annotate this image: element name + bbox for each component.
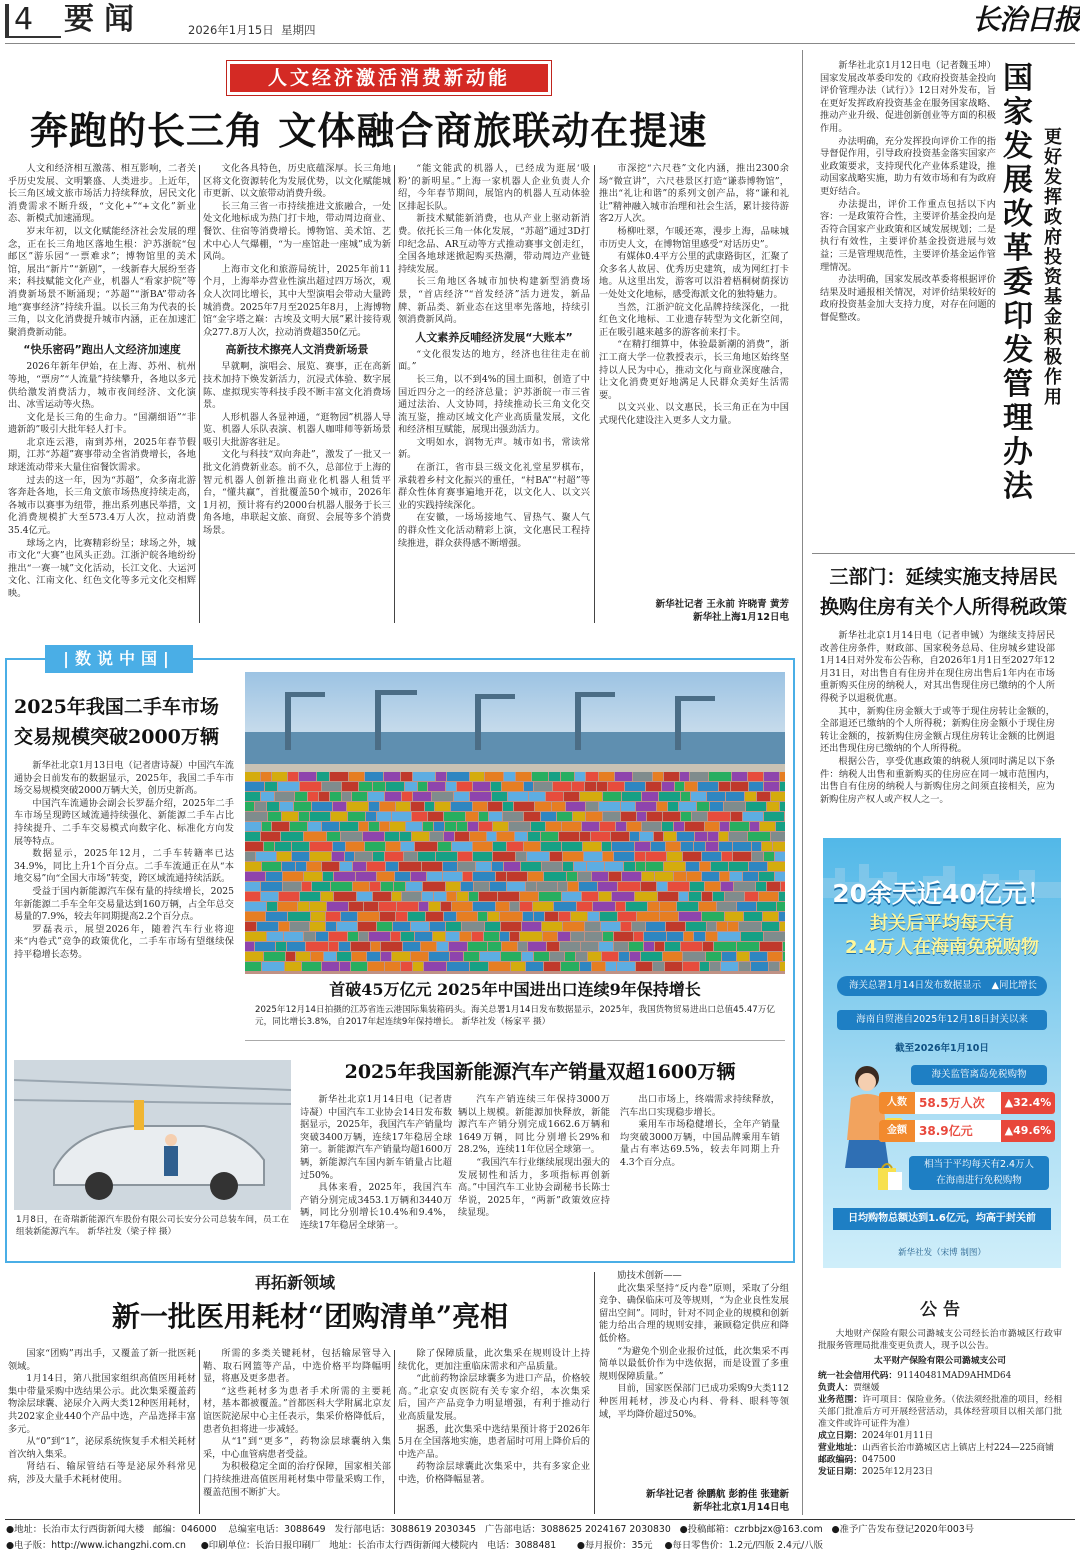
main-headline: 奔跑的长三角 文体融合商旅联动在提速 bbox=[30, 108, 708, 153]
headline-line-1: 三部门：延续实施支持居民 bbox=[829, 566, 1058, 588]
paragraph: 汽车产销连续三年保持3000万辆以上规模。新能源加快释放，新能源汽车产销分别完成1662.6万辆和1649万辆，同比分别增长29%和28.2%，连续11年位居全球第一。 bbox=[458, 1094, 610, 1156]
notice-text: 大地财产保险有限公司潞城支公司经长治市潞城区行政审批服务管理局批准变更负责人，现予以公告。 bbox=[818, 1329, 1062, 1351]
tag-right-bar: | bbox=[163, 649, 175, 668]
car-factory-photo bbox=[14, 1060, 291, 1210]
right-mid-article bbox=[820, 630, 1055, 810]
paragraph: 文化与科技“双向奔赴”，激发了一批又一批文化消费新业态。前不久，总部位于上海的智元机器人创新推出商业化机器人租赁平台，“懂共赢”，首批覆盖50个城市，2026年1月初，预计将有约2000台机器人服务于长三角各地，串联起文旅、商贸、会展等多个消费场景。 bbox=[203, 449, 391, 537]
paragraph: “此前药物涂层球囊多为进口产品，价格较高。”北京安贞医院有关专家介绍，本次集采后，国产产品竞争力明显增强，有利于推动行业高质量发展。 bbox=[398, 1373, 590, 1422]
nev-col-2 bbox=[458, 1094, 610, 1249]
paragraph: 上海市文化和旅游局统计，2025年前11个月，上海举办营业性演出超过四万场次，观众人次同比增长，其中大型演唱会带动大量跨城消费。2025年7月至2025年8月，上海博物馆“金字塔之巅：古埃及文明大展”累计接待观众277.8万人次，拉动消费超350亿元。 bbox=[203, 263, 391, 338]
stat-row-amount bbox=[879, 1120, 1055, 1142]
paragraph: 1月14日，第八批国家组织高值医用耗材集中带量采购中选结果公示。此次集采覆盖药物涂层球囊、泌尿介入两大类12种医用耗材，共202家企业440个产品中选，产品选择丰富多元。 bbox=[8, 1373, 196, 1435]
paragraph: “在精打细算中，体验最新潮的消费”，浙江工商大学一位教授表示，长三角地区始终坚持以人民为中心，推动文化与商业深度融合，让文化消费更好地满足人民群众美好生活需要。 bbox=[599, 339, 789, 401]
right-top-headline: 国家发展改革委印发管理办法 bbox=[1003, 61, 1033, 504]
byline-dateline: 新华社北京1月14日电 bbox=[693, 1502, 789, 1513]
footer-postcode: 邮编：046000 bbox=[153, 1524, 217, 1535]
paragraph: 当然，江浙沪皖文化品牌持续深化，一批红色文化地标、工业遗存转型为文化新空间，正在吸引越来越多的游客前来打卡。 bbox=[599, 301, 789, 338]
notice-field-key: 统一社会信用代码： bbox=[818, 1371, 898, 1381]
stat-label-people: 人数 bbox=[879, 1092, 915, 1114]
notice-field-key: 发证日期： bbox=[818, 1467, 862, 1477]
footer-ads-phone: 广告部电话：3088625 2024167 2030830 bbox=[484, 1524, 671, 1535]
footer-distribution-phone: 发行部电话：3088619 2030345 bbox=[334, 1524, 476, 1535]
car-factory-photo-art bbox=[14, 1060, 291, 1210]
banner-inner bbox=[230, 64, 548, 92]
paragraph: 国家“团购”再出手，又覆盖了新一批医耗领域。 bbox=[8, 1348, 196, 1372]
medical-byline bbox=[599, 1488, 789, 1514]
byline-dateline: 新华社上海1月12日电 bbox=[693, 612, 789, 623]
notice-title: 公 告 bbox=[920, 1300, 960, 1320]
column-divider bbox=[394, 1350, 395, 1514]
notice-field-key: 邮政编码： bbox=[818, 1455, 862, 1465]
subheading: “快乐密码”跑出人文经济加速度 bbox=[23, 343, 181, 357]
notice-company: 太平财产保险有限公司潞城支公司 bbox=[874, 1356, 1006, 1366]
growth-legend bbox=[992, 976, 1037, 996]
right-top-subhead: 更好发挥政府投资基金积极作用 bbox=[1044, 127, 1062, 408]
paragraph: 为积极稳定全面的治疗保障，国家相关部门持续推进高值医用耗材集中带量采购工作，覆盖范围不断扩大。 bbox=[203, 1461, 391, 1498]
footer-printer-phone: 电话：3088481 bbox=[486, 1540, 557, 1551]
notice-field bbox=[818, 1430, 1062, 1442]
infographic-title: 20余天近40亿元！ bbox=[832, 879, 1052, 908]
paragraph: 出口市场上，终端需求持续释放，汽车出口实现稳步增长。 bbox=[620, 1094, 780, 1118]
data-china-tag bbox=[45, 645, 193, 673]
paragraph: 新技术赋能新消费，也从产业上驱动新消费。依托长三角一体化发展，“苏超”通过3D打印纪念品、AR互动等方式推动赛事文创走红，全国各地球迷掀起购买热潮，带动周边产业链持续发展。 bbox=[398, 213, 590, 275]
column-divider bbox=[594, 1272, 595, 1514]
footer-monthly-price: ●每月报价：35元 bbox=[576, 1540, 653, 1551]
notice-field bbox=[818, 1394, 1062, 1430]
port-photo-note: 2025年12月14日拍摄的江苏省连云港国际集装箱码头。海关总署1月14日发布数据显示，2025年，我国货物贸易进出口总值45.47万亿元，同比增长3.8%，自2017年起连续9年保持增长。 新华社发（杨家平 摄） bbox=[255, 1005, 775, 1027]
port-photo-title: 首破45万亿元 2025年中国进出口连续9年保持增长 bbox=[329, 980, 701, 999]
notice-field bbox=[818, 1370, 1062, 1382]
paragraph: 办法明确，充分发挥投向评价工作的指导督促作用，引导政府投资基金落实国家产业政策要求，支持现代化产业体系建设，推动国家战略实施，助力有效市场和有为政府更好结合。 bbox=[820, 135, 996, 197]
paragraph: 在安徽，一场场接地气、冒热气、聚人气的群众性文化活动精彩上演，文化惠民工程持续推进，群众获得感不断增强。 bbox=[398, 512, 590, 549]
paragraph: 从“0”到“1”，泌尿系统恢复手术相关耗材首次纳入集采。 bbox=[8, 1436, 196, 1460]
paragraph: 长三角三省一市持续推进文旅融合，一处处文化地标成为热门打卡地，带动周边商业、餐饮、住宿等消费增长。博物馆、美术馆、艺术中心人气爆棚，“为一座馆赴一座城”成为新风尚。 bbox=[203, 200, 391, 263]
footer-editorial-phone: 总编室电话：3088649 bbox=[228, 1524, 326, 1535]
notice-field-value: 许可项目：保险业务。（依法须经批准的项目，经相关部门批准后方可开展经营活动，具体经营项目以相关部门批准文件或许可证件为准） bbox=[818, 1395, 1062, 1429]
car-photo-caption: 1月8日，在奇瑞新能源汽车股份有限公司长安分公司总装车间，员工在组装新能源汽车。 新华社发（梁子梓 摄） bbox=[16, 1215, 289, 1237]
stat-pct-amount bbox=[1001, 1120, 1055, 1142]
banner-text: 人文经济激活消费新动能 bbox=[267, 67, 510, 89]
column-divider bbox=[802, 50, 803, 1515]
stat-value-people: 58.5万人次 bbox=[919, 1096, 985, 1110]
paragraph: “能文能武的机器人，已经成为逛展‘吸粉’的新明星。”上海一家机器人企业负责人介绍，今年春节期间，展馆内的机器人互动体验区排起长队。 bbox=[398, 163, 590, 212]
nev-headline: 2025年我国新能源汽车产销量双超1600万辆 bbox=[344, 1061, 736, 1083]
paragraph: 除了保障质量，此次集采在规则设计上持续优化，更加注重临床需求和产品质量。 bbox=[398, 1348, 590, 1372]
medical-col-4 bbox=[599, 1270, 789, 1486]
paragraph: 具体来看，2025年，我国汽车产销分别完成3453.1万辆和3440万辆，同比分别增长10.4%和9.4%，连续17年稳居全球第一。 bbox=[300, 1182, 452, 1231]
footer-rule bbox=[5, 1519, 1075, 1520]
notice-field bbox=[818, 1442, 1062, 1454]
paragraph: 办法明确，国家发展改革委将根据评价结果及时通报相关情况，对评价结果较好的政府投资基金加大支持力度，对存在问题的督促整改。 bbox=[820, 274, 996, 323]
paragraph: 过去的这一年，因为“苏超”，众多南北游客奔赴各地，长三角文旅市场热度持续走高，各城市以赛事为纽带，推出系列惠民举措，文化消费规模扩大至573.4万人次，拉动消费35.4亿元。 bbox=[8, 474, 196, 537]
shopping-bags-icon bbox=[875, 1158, 905, 1192]
paragraph: 北京连云港，南到苏州，2025年春节假期，江苏“苏超”赛事带动全省消费增长，各地球迷流动带来大量住宿餐饮需求。 bbox=[8, 436, 196, 474]
banner bbox=[226, 60, 552, 96]
nev-col-1 bbox=[300, 1094, 452, 1249]
up-arrow-icon: ▲ bbox=[1004, 1124, 1014, 1137]
main-col-3 bbox=[398, 163, 590, 625]
notice-field-key: 营业地址： bbox=[818, 1443, 862, 1453]
paragraph: 受益于国内新能源汽车保有量的持续增长，2025年新能源二手车全年交易量达到160万辆，占全年总交易量的7.9%，较去年同期提高2.2个百分点。 bbox=[14, 885, 234, 923]
footer-address: ●地址：长治市太行西街新闻大楼 bbox=[6, 1524, 145, 1535]
paragraph: 长三角地区各城市加快构建新型消费场景，“首店经济”“首发经济”活力迸发，新品牌、新品类、新业态在这里率先落地，持续引领消费新风尚。 bbox=[398, 276, 590, 326]
masthead-logo: 长治日报 bbox=[972, 3, 1080, 36]
paragraph: 文化各具特色，历史底蕴深厚。长三角地区将文化资源转化为发展优势，以文化赋能城市更新、以文旅带动消费升级。 bbox=[203, 163, 391, 200]
column-divider bbox=[199, 165, 200, 623]
footer-license: ●准予广告发布登记2020年003号 bbox=[831, 1524, 975, 1535]
growth-legend-text: 同比增长 bbox=[998, 980, 1037, 991]
footer-retail-price: ●每日零售价：1.2元/四版 2.4元/八版 bbox=[664, 1540, 823, 1551]
up-arrow-icon: ▲ bbox=[991, 980, 999, 991]
byline-authors: 新华社记者 王永前 许晓青 黄芳 bbox=[655, 599, 789, 610]
paragraph: “我国汽车行业继续展现出强大的发展韧性和活力，多项指标再创新高。”中国汽车工业协会副秘书长陈士华说，2025年，“两新”政策效应持续显现。 bbox=[458, 1156, 610, 1219]
infographic-credit: 新华社发（宋博 制图） bbox=[898, 1248, 986, 1258]
infographic-line-2: 封关后平均每天有 bbox=[870, 913, 1014, 934]
pill-source bbox=[837, 976, 1047, 996]
section-title: 要闻 bbox=[64, 2, 144, 37]
paragraph: 肾结石、输尿管结石等是泌尿外科常见病，涉及大量手术耗材使用。 bbox=[8, 1461, 196, 1485]
port-photo bbox=[245, 672, 785, 974]
notice-field-value: 2025年12月23日 bbox=[862, 1467, 934, 1477]
notice-field-value: 山西省长治市潞城区店上镇店上村224—225商铺 bbox=[862, 1443, 1054, 1453]
paragraph: 所需的多类关键耗材，包括输尿管导入鞘、取石网篮等产品，中选价格平均降幅明显，将惠及更多患者。 bbox=[203, 1348, 391, 1385]
paragraph: 长三角，以不到4%的国土面积，创造了中国近四分之一的经济总量；沪苏浙皖一市三省通过法治、人文协同，持续推动长三角文化交流互鉴，推动区域文化产业高质量发展，文化和经济相互赋能，展现出强劲活力。 bbox=[398, 373, 590, 436]
paragraph: 杨柳吐翠，乍暖还寒，漫步上海，品味城市历史人文，在博物馆里感受“对话历史”。 bbox=[599, 225, 789, 250]
stat-pct-value: 32.4% bbox=[1013, 1096, 1052, 1109]
paragraph: 励技术创新—— bbox=[617, 1270, 682, 1281]
notice-field-key: 业务范围： bbox=[818, 1395, 863, 1405]
paragraph: 药物涂层球囊此次集采中，共有多家企业中选，价格降幅显著。 bbox=[398, 1461, 590, 1485]
headline-line-1: 2025年我国二手车市场 bbox=[14, 696, 219, 718]
shopper-illustration bbox=[829, 1060, 909, 1170]
paragraph: 以文兴业、以文惠民，长三角正在为中国式现代化建设注入更多人文力量。 bbox=[599, 402, 789, 426]
paragraph: 乘用车市场稳健增长，全年产销量均突破3000万辆，中国品牌乘用车销量占有率达69.5%，较去年同期上升4.3个百分点。 bbox=[620, 1119, 780, 1168]
section-rule bbox=[245, 1040, 785, 1041]
footer-row-2 bbox=[6, 1539, 1076, 1553]
date-text: 2026年1月15日 bbox=[188, 23, 274, 37]
notice-field-key: 负责人： bbox=[818, 1383, 854, 1393]
port-photo-art bbox=[245, 672, 785, 974]
infographic-footer: 日均购物总额达到1.6亿元，均高于封关前 bbox=[833, 1208, 1051, 1230]
stat-label-amount: 金额 bbox=[879, 1120, 915, 1142]
medical-headline: 新一批医用耗材“团购清单”亮相 bbox=[111, 1300, 509, 1333]
subheading: 高新技术擦亮人文消费新场景 bbox=[225, 343, 369, 357]
stat-value-amount: 38.9亿元 bbox=[919, 1124, 973, 1138]
infographic-line-3: 2.4万人在海南免税购物 bbox=[845, 937, 1039, 958]
byline-authors: 新华社记者 徐鹏航 彭韵佳 张建新 bbox=[646, 1489, 789, 1500]
paragraph: 数据显示，2025年12月，二手车转籍率已达34.9%，同比上升1个百分点。二手车流通正在从“本地交易”向“全国大市场”转变，跨区域流通持续活跃。 bbox=[14, 848, 234, 885]
paragraph: 早就啊，演唱会、展览、赛事，正在高新技术加持下焕发新活力，沉浸式体验、数字展陈、虚拟现实等科技手段不断丰富文化消费场景。 bbox=[203, 361, 391, 411]
pill-source-text: 海关总署1月14日发布数据显示 bbox=[849, 980, 982, 991]
paragraph: 文化是长三角的生命力。“国潮细语”“非遗新韵”吸引大批年轻人打卡。 bbox=[8, 411, 196, 436]
issue-date bbox=[188, 22, 316, 38]
notice-field-key: 成立日期： bbox=[818, 1431, 862, 1441]
paragraph: “文化很发达的地方，经济也往往走在前面。” bbox=[398, 348, 590, 373]
pill-dutyfree: 海关监管离岛免税购物 bbox=[911, 1065, 1047, 1085]
paragraph: 新华社北京1月13日电（记者唐诗凝）中国汽车流通协会日前发布的数据显示，2025年，我国二手车市场交易规模突破2000万辆大关，创历史新高。 bbox=[14, 760, 234, 797]
headline-line-2: 换购住房有关个人所得税政策 bbox=[819, 596, 1067, 618]
medical-kicker: 再拓新领域 bbox=[254, 1273, 335, 1292]
nev-col-3 bbox=[620, 1094, 780, 1249]
column-divider bbox=[594, 165, 595, 623]
right-mid-headline bbox=[812, 562, 1075, 622]
pill-since: 海南自贸港自2025年12月18日封关以来 bbox=[837, 1010, 1047, 1030]
medical-col-3 bbox=[398, 1348, 590, 1516]
footer-printer-address: 地址：长治市太行西街新闻大楼院内 bbox=[329, 1540, 479, 1551]
notice-field bbox=[818, 1466, 1062, 1478]
footer-email[interactable]: ●投稿邮箱：czrbbjzx@163.com bbox=[679, 1524, 823, 1535]
paragraph: 其中，新购住房金额大于或等于现住房转让金额的，全部退还已缴纳的个人所得税；新购住房金额小于现住房转让金额的，按新购住房金额占现住房转让金额的比例退还出售现住房已缴纳的个人所得税。 bbox=[820, 705, 1055, 755]
section-rule bbox=[812, 553, 1075, 554]
main-col-4 bbox=[599, 163, 789, 595]
notice-field-value: 047500 bbox=[862, 1455, 896, 1465]
headline-line-2: 交易规模突破2000万辆 bbox=[14, 726, 219, 748]
page-number: 4 bbox=[14, 2, 34, 37]
main-col-1 bbox=[8, 163, 196, 625]
paragraph: 球场之内，比赛精彩纷呈；球场之外，城市文化“大赛”也风头正劲。江浙沪皖各地纷纷推出“一赛一城”文化活动，长江文化、大运河文化、江南文化、红色文化等多元文化交相辉映。 bbox=[8, 537, 196, 599]
byline bbox=[599, 598, 789, 624]
used-car-article bbox=[14, 760, 234, 1050]
paragraph: 人文和经济相互激荡、相互影响，二者关乎历史发展、文明繁盛、人类进步。上近年，长三角区域文旅市场活力持续释放，居民文化消费需求不断升级，“文化+”“+文化”新业态、新模式加速涌现。 bbox=[8, 163, 196, 225]
infographic bbox=[823, 838, 1061, 1268]
column-divider bbox=[199, 1350, 200, 1514]
notice-body bbox=[818, 1328, 1062, 1478]
paragraph: 办法提出，评价工作重点包括以下内容：一是政策符合性，主要评价基金投向是否符合国家产业政策和区域发展规划；二是执行有效性，主要评价基金投资进展与效益；三是管理规范性，主要评价基金运作管理情况。 bbox=[820, 198, 996, 273]
paragraph: “为避免个别企业报价过低，此次集采不再简单以最低价作为中选依据，而是设置了多重规则保障质量。” bbox=[599, 1345, 789, 1382]
up-arrow-icon: ▲ bbox=[1004, 1096, 1014, 1109]
column-divider bbox=[394, 165, 395, 623]
paragraph: 罗磊表示，展望2026年，随着汽车行业将迎来“内卷式”竞争的政策优化，二手车市场有望继续保持平稳增长态势。 bbox=[14, 923, 234, 960]
infographic-note bbox=[909, 1156, 1049, 1190]
header-rule bbox=[5, 43, 1075, 44]
footer-website-link[interactable]: ●电子版：http://www.ichangzhi.com.cn bbox=[6, 1540, 186, 1551]
footer-printer: ●印刷单位：长治日报印刷厂 bbox=[200, 1540, 321, 1551]
paragraph: 在浙江，省市县三级文化礼堂星罗棋布，承载着乡村文化振兴的重任，“村BA”“村超”等群众性体育赛事遍地开花，以文化人、以文兴业的实践持续深化。 bbox=[398, 462, 590, 511]
paragraph: 根据公告，享受优惠政策的纳税人须同时满足以下条件：纳税人出售和重新购买的住房应在同一城市范围内，出售自有住房的纳税人与新购住房之间须直接相关，应为新购住房产权人或产权人之一。 bbox=[820, 755, 1055, 805]
notice-field bbox=[818, 1382, 1062, 1394]
paragraph: 新华社北京1月12日电（记者魏玉坤）国家发展改革委印发的《政府投资基金投向评价管理办法（试行）》12日对外发布，旨在更好发挥政府投资基金在服务国家战略、推动产业升级、促进创新创业等方面的积极作用。 bbox=[820, 60, 996, 134]
paragraph: 人形机器人各显神通，“逛物园”机器人导览、机器人乐队表演、机器人咖啡师等新场景吸引大批游客驻足。 bbox=[203, 411, 391, 448]
notice-field-value: 贾继媛 bbox=[853, 1383, 880, 1393]
paragraph: 新华社北京1月14日电（记者唐诗凝）中国汽车工业协会14日发布数据显示，2025年，我国汽车产销量均突破3400万辆，连续17年稳居全球第一。新能源汽车产销量均超1600万辆，新能源汽车国内新车销量占比超过50%。 bbox=[300, 1094, 452, 1181]
footer-row-1 bbox=[6, 1523, 1076, 1537]
paragraph: “这些耗材多为患者手术所需的主要耗材，基本都被覆盖。”首都医科大学附属北京友谊医院泌尿中心主任表示，集采价格降低后，患者负担将进一步减轻。 bbox=[203, 1385, 391, 1435]
paragraph: 岁末年初，以文化赋能经济社会发展的理念，正在长三角地区落地生根：沪苏浙皖“包邮区”游乐园“一票难求”；博物馆里的美术馆，展出“新片”“新剧”，一线新春大展纷至沓来；科技赋能文化产业，机器人“看家护院”等消费新场景不断涌现；“苏超”“浙BA”带动各地“赛事经济”持续升温。以长三角为代表的长三角，以文化消费提升城市内涵，正在加速汇聚消费新动能。 bbox=[8, 225, 196, 338]
paragraph: 市深挖“六尺巷”文化内涵，推出2300余场“微宣讲”，六尺巷景区打造“谦恭博物馆”，推出“礼让和谐”的系列文创产品，将“谦和礼让”精神融入城市治理和社会生活，累计接待游客2万人次。 bbox=[599, 163, 789, 225]
used-car-headline bbox=[14, 692, 234, 752]
main-col-2 bbox=[203, 163, 391, 625]
stat-pct-people bbox=[1001, 1092, 1055, 1114]
tag-left-bar: | bbox=[63, 649, 75, 668]
paragraph: 中国汽车流通协会副会长罗磊介绍，2025年二手车市场呈现跨区域流通持续强化、新能源二手车占比持续提升、二手车交易模式向数字化、标准化方向发展等特点。 bbox=[14, 797, 234, 847]
medical-col-2 bbox=[203, 1348, 391, 1516]
notice-box bbox=[818, 1298, 1062, 1514]
paragraph: 文明如水，润物无声。城市如书，常读常新。 bbox=[398, 436, 590, 461]
pill-asof: 截至2026年1月10日 bbox=[895, 1043, 989, 1054]
paragraph: 有媒体0.4平方公里的武康路街区，汇聚了众多名人故居、优秀历史建筑，成为网红打卡地。从这里出发，游客可以沿着梧桐树荫探访一处处文化地标，感受海派文化的独特魅力。 bbox=[599, 251, 789, 300]
paragraph: 目前，国家医保部门已成功采购9大类112种医用耗材，涉及心内科、骨科、眼科等领域，平均降价超过50%。 bbox=[599, 1383, 789, 1420]
medical-col-1 bbox=[8, 1348, 196, 1516]
paragraph: 从“1”到“更多”，药物涂层球囊纳入集采，中心血管病患者受益。 bbox=[203, 1436, 391, 1460]
subheading: 人文素养反哺经济发展“大账本” bbox=[415, 330, 573, 344]
paragraph: 2026年新年伊始，在上海、苏州、杭州等地，“票房”“人流量”持续攀升，各地以多元供给激发消费活力，城市夜间经济、文化演出、冰雪运动等火热。 bbox=[8, 361, 196, 411]
note-line-1: 相当于平均每天有2.4万人 bbox=[923, 1159, 1035, 1170]
stat-pct-value: 49.6% bbox=[1013, 1124, 1052, 1137]
stat-row-people bbox=[879, 1092, 1055, 1114]
paragraph: 据悉，此次集采中选结果预计将于2026年5月在全国落地实施，患者届时可用上降价后的中选产品。 bbox=[398, 1423, 590, 1460]
note-line-2: 在海南进行免税购物 bbox=[936, 1175, 1022, 1186]
notice-field-value: 91140481MAD9AHMD64 bbox=[897, 1371, 1012, 1381]
weekday-text: 星期四 bbox=[281, 23, 316, 37]
page-header bbox=[0, 0, 1080, 46]
paragraph: 新华社北京1月14日电（记者申铖）为继续支持居民改善住房条件，财政部、国家税务总局、住房城乡建设部1月14日对外发布公告称，自2026年1月1日至2027年12月31日，对出售自有住房并在现住房出售后1年内在市场重新购买住房的纳税人，对其出售现住房已缴纳的个人所得税予以退税优惠。 bbox=[820, 630, 1055, 704]
paragraph: 此次集采坚持“反内卷”原则，采取了分组竞争、确保临床可及等规则，“为企业良性发展留出空间”。同时，针对不同企业的规模和创新能力给出合理的规则安排，兼顾稳定供应和降低价格。 bbox=[599, 1282, 789, 1344]
notice-field bbox=[818, 1454, 1062, 1466]
right-top-article bbox=[820, 60, 996, 538]
tag-text: 数说中国 bbox=[74, 649, 163, 668]
notice-field-value: 2024年01月11日 bbox=[862, 1431, 934, 1441]
